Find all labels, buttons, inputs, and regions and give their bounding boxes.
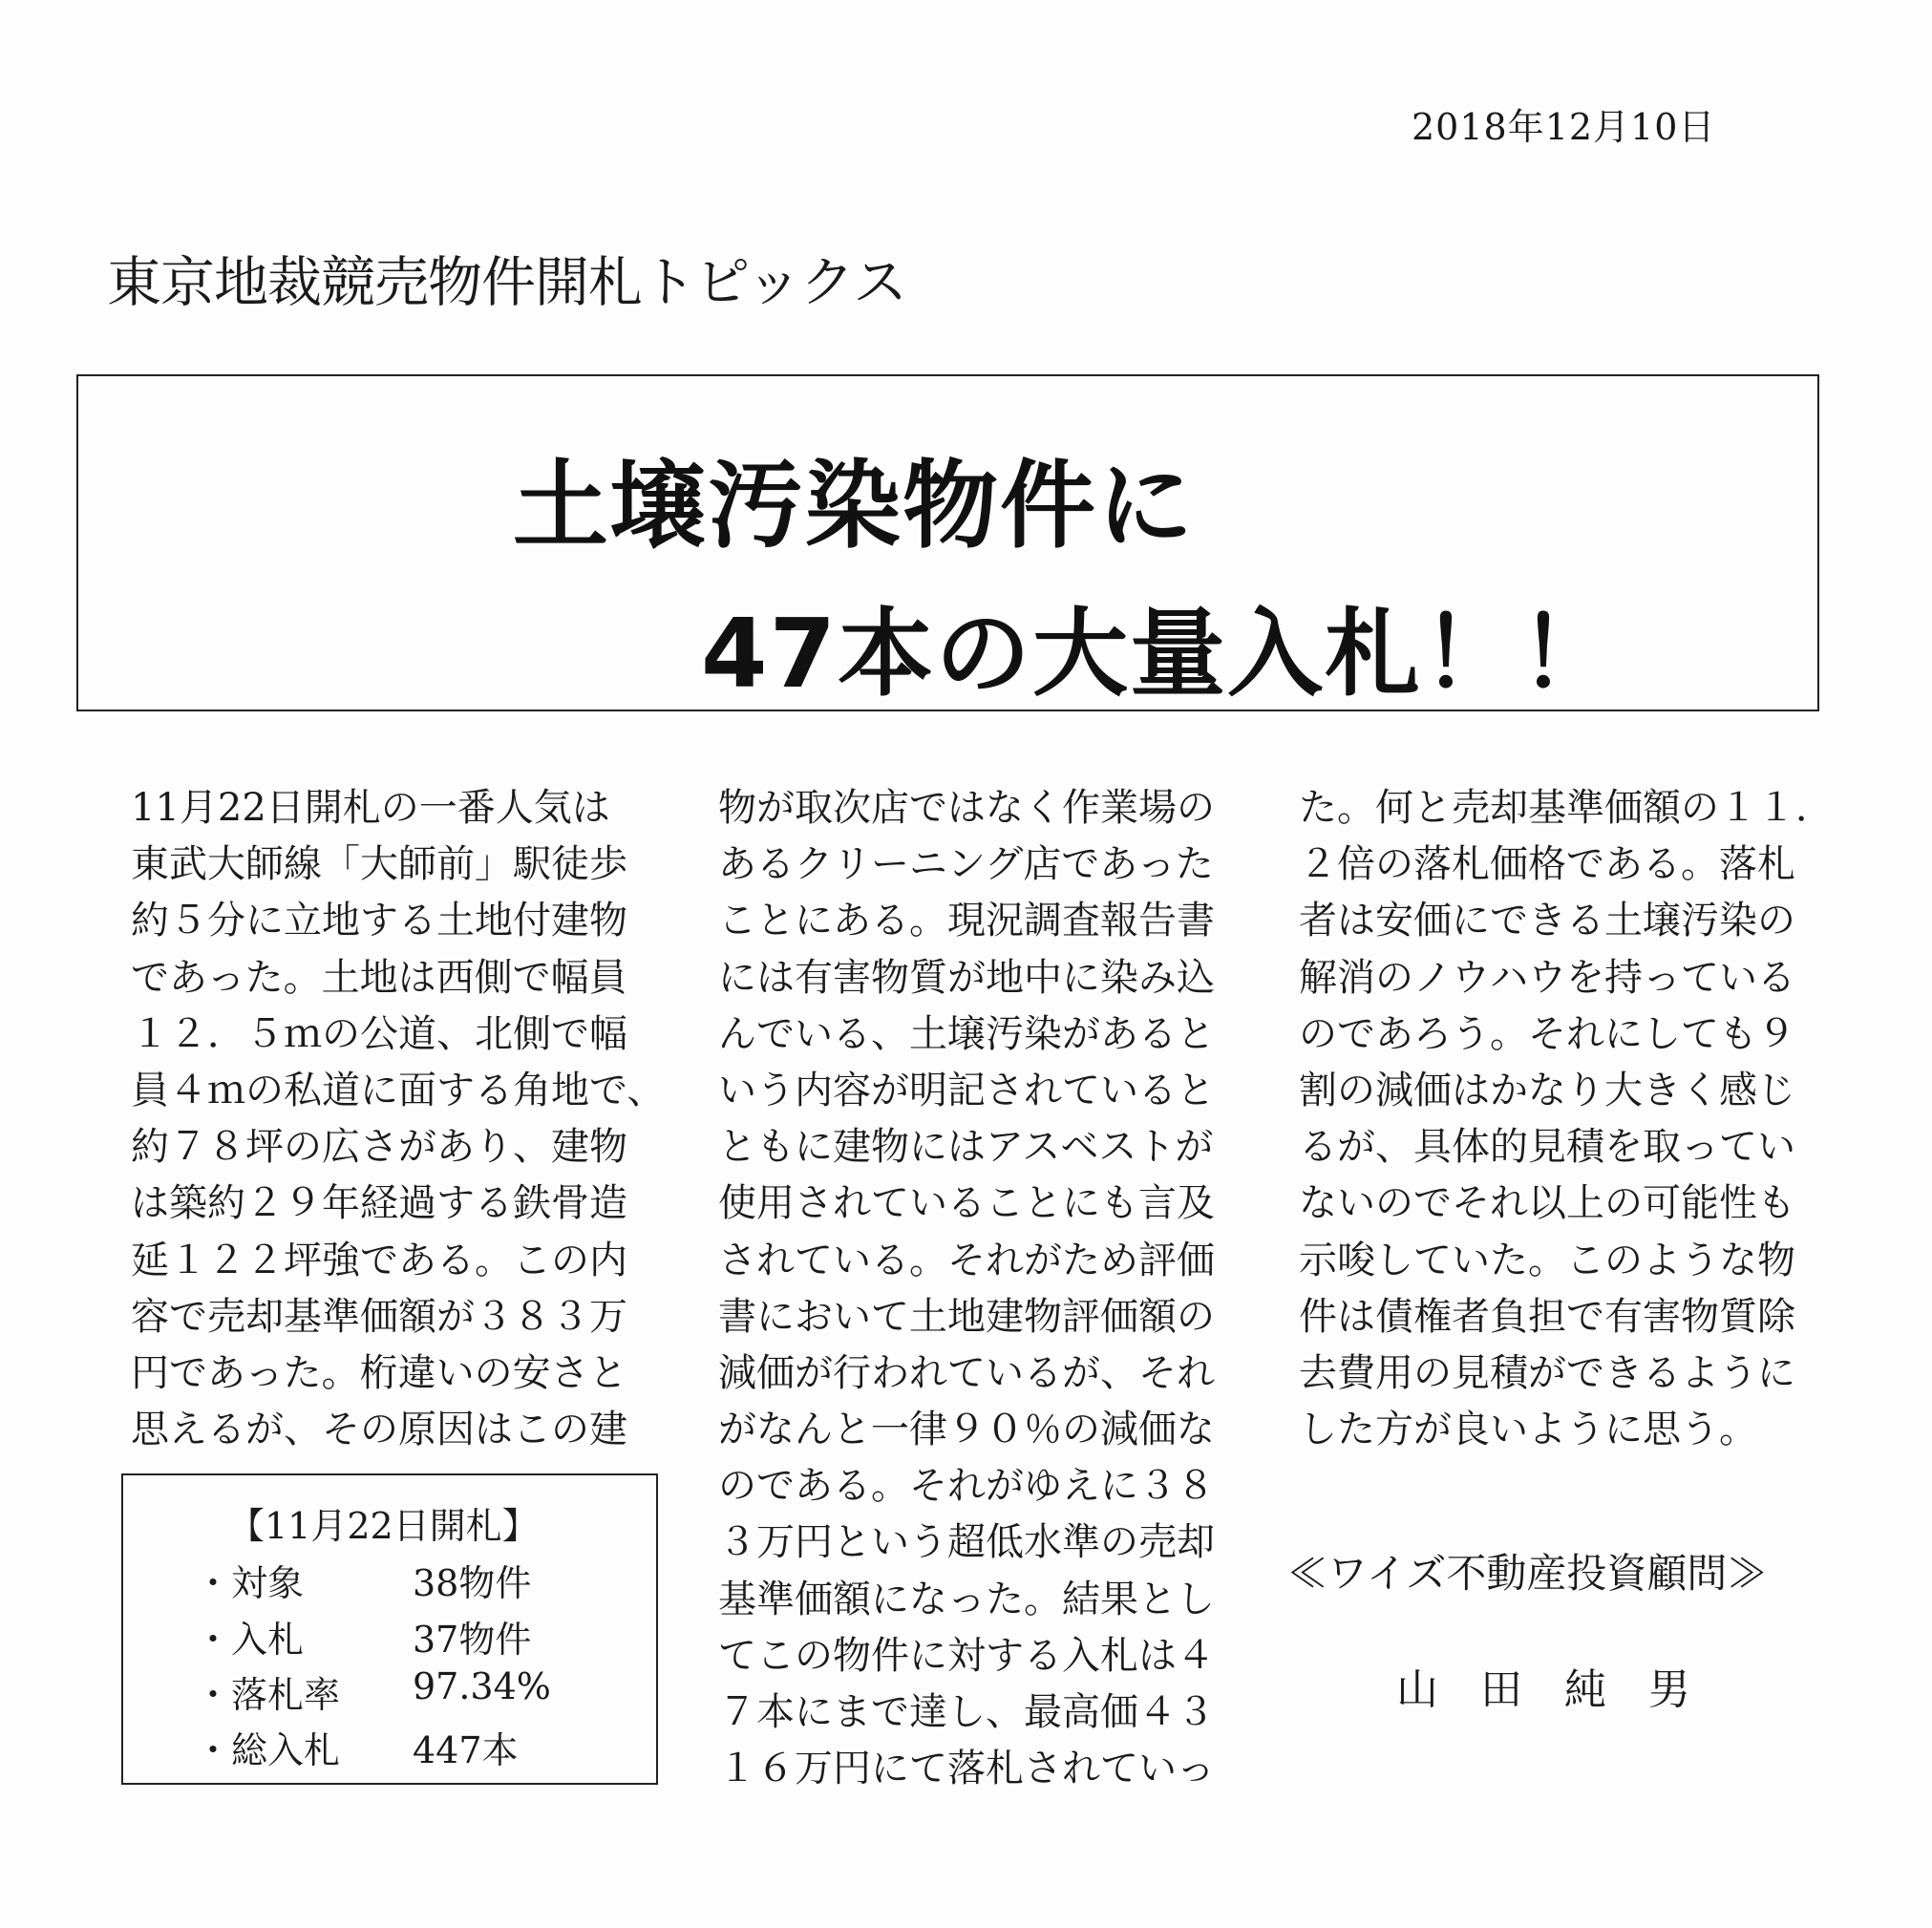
stats-value: 447本 bbox=[413, 1729, 519, 1771]
headline-box bbox=[76, 374, 1819, 711]
body-line: 円であった。桁違いの安さと bbox=[131, 1350, 627, 1395]
headline-line-2: 47本の大量入札！！ bbox=[701, 598, 1618, 710]
body-line: るが、具体的見積を取ってい bbox=[1299, 1125, 1795, 1170]
body-line: 容で売却基準価額が３８３万 bbox=[131, 1294, 627, 1339]
body-line: されている。それがため評価 bbox=[718, 1238, 1215, 1282]
body-line: のである。それがゆえに３８ bbox=[718, 1464, 1215, 1509]
body-line: 11月22日開札の一番人気は bbox=[131, 786, 610, 830]
stats-label: ・落札率 bbox=[195, 1674, 341, 1716]
body-column-3 bbox=[1299, 780, 1834, 1458]
body-line: 約５分に立地する土地付建物 bbox=[131, 899, 627, 943]
body-line: 東武大師線「大師前」駅徒歩 bbox=[131, 842, 627, 887]
body-line: た。何と売却基準価額の１１． bbox=[1299, 786, 1834, 830]
body-line: 書において土地建物評価額の bbox=[718, 1294, 1215, 1339]
body-column-2 bbox=[718, 780, 1215, 1797]
body-line: １６万円にて落札されていっ bbox=[718, 1747, 1215, 1791]
body-line: あるクリーニング店であった bbox=[718, 842, 1214, 887]
auction-stats-box bbox=[121, 1473, 658, 1785]
company-name: ≪ワイズ不動産投資顧問≫ bbox=[1287, 1550, 1768, 1597]
series-title: 東京地裁競売物件開札トピックス bbox=[107, 251, 907, 314]
body-line: ともに建物にはアスベストが bbox=[718, 1125, 1214, 1170]
body-line: １２．５ｍの公道、北側で幅 bbox=[131, 1011, 627, 1056]
body-line: 員４ｍの私道に面する角地で、 bbox=[131, 1068, 666, 1112]
body-line: 基準価額になった。結果とし bbox=[718, 1577, 1215, 1621]
stats-value: 37物件 bbox=[413, 1619, 532, 1661]
body-line: 使用されていることにも言及 bbox=[718, 1181, 1215, 1226]
body-line: であった。土地は西側で幅員 bbox=[131, 955, 627, 1000]
body-line: ことにある。現況調査報告書 bbox=[718, 899, 1215, 943]
body-line: した方が良いように思う。 bbox=[1299, 1408, 1757, 1452]
author-name: 山 田 純 男 bbox=[1396, 1665, 1690, 1714]
body-line: てこの物件に対する入札は４ bbox=[718, 1633, 1215, 1678]
headline-line-1: 土壌汚染物件に bbox=[513, 450, 1195, 561]
body-line: のであろう。それにしても９ bbox=[1299, 1011, 1795, 1056]
article-date: 2018年12月10日 bbox=[1412, 106, 1716, 148]
stats-value: 97.34% bbox=[413, 1665, 551, 1707]
body-line: 延１２２坪強である。この内 bbox=[131, 1238, 627, 1282]
body-line: には有害物質が地中に染み込 bbox=[718, 955, 1215, 1000]
body-line: ないのでそれ以上の可能性も bbox=[1299, 1181, 1795, 1226]
body-line: 示唆していた。このような物 bbox=[1299, 1238, 1795, 1282]
body-column-1 bbox=[131, 780, 665, 1458]
body-line: 約７８坪の広さがあり、建物 bbox=[131, 1125, 627, 1170]
body-line: は築約２９年経過する鉄骨造 bbox=[131, 1181, 627, 1226]
stats-label: ・総入札 bbox=[195, 1729, 341, 1771]
body-line: ７本にまで達し、最高価４３ bbox=[718, 1690, 1215, 1734]
stats-title: 【11月22日開札】 bbox=[228, 1505, 539, 1547]
body-line: 者は安価にできる土壌汚染の bbox=[1299, 899, 1795, 943]
body-line: 減価が行われているが、それ bbox=[718, 1350, 1215, 1395]
body-line: 件は債権者負担で有害物質除 bbox=[1299, 1294, 1795, 1339]
body-line: ２倍の落札価格である。落札 bbox=[1299, 842, 1795, 887]
body-line: 解消のノウハウを持っている bbox=[1299, 955, 1795, 1000]
stats-label: ・入札 bbox=[195, 1619, 305, 1661]
body-line: がなんと一律９０％の減価な bbox=[718, 1408, 1215, 1452]
stats-label: ・対象 bbox=[195, 1562, 305, 1604]
body-line: 割の減価はかなり大きく感じ bbox=[1299, 1068, 1795, 1112]
body-line: ３万円という超低水準の売却 bbox=[718, 1520, 1215, 1565]
body-line: いう内容が明記されていると bbox=[718, 1068, 1215, 1112]
body-line: 物が取次店ではなく作業場の bbox=[718, 786, 1215, 830]
body-line: んでいる、土壌汚染があると bbox=[718, 1011, 1215, 1056]
body-line: 思えるが、その原因はこの建 bbox=[131, 1408, 627, 1452]
stats-value: 38物件 bbox=[413, 1562, 532, 1604]
body-line: 去費用の見積ができるように bbox=[1299, 1350, 1795, 1395]
